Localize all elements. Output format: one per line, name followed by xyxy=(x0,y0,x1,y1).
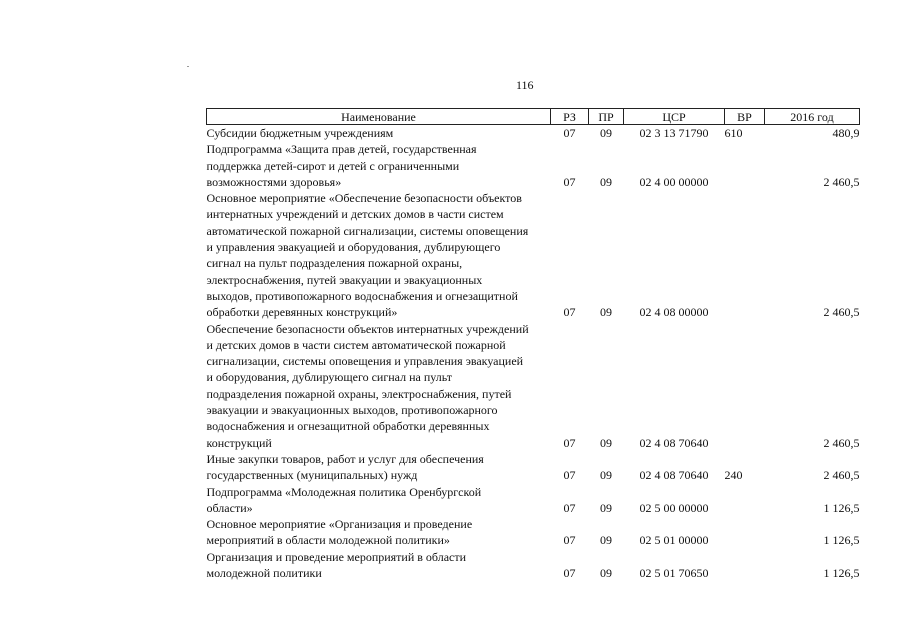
name-line: Обеспечение безопасности объектов интернатных учреждений xyxy=(206,321,529,336)
header-pr: ПР xyxy=(589,109,624,125)
cell-amount: 1 126,5 xyxy=(823,500,860,515)
cell-name xyxy=(207,484,551,517)
table-body xyxy=(207,125,860,582)
name-line: Подпрограмма «Молодежная политика Оренбургской xyxy=(206,484,482,499)
cell-pr: 09 xyxy=(600,500,612,515)
name-line: государственных (муниципальных) нужд xyxy=(206,468,418,483)
cell-csr: 02 4 00 00000 xyxy=(639,174,709,189)
budget-table xyxy=(206,108,860,581)
cell-amount: 480,9 xyxy=(832,126,860,140)
cell-name xyxy=(207,125,551,142)
cell-vr xyxy=(725,141,765,190)
cell-vr xyxy=(725,484,765,517)
name-line: интернатных учреждений и детских домов в части систем xyxy=(206,207,504,222)
cell-csr: 02 3 13 71790 xyxy=(639,126,709,140)
cell-rz: 07 xyxy=(563,533,576,548)
name-line: автоматической пожарной сигнализации, системы оповещения xyxy=(206,223,529,238)
cell-rz: 07 xyxy=(563,126,576,140)
name-line: Основное мероприятие «Обеспечение безопасности объектов xyxy=(206,191,522,206)
cell-vr xyxy=(725,190,765,320)
cell-amount: 2 460,5 xyxy=(823,435,860,450)
name-line: и управления эвакуацией и оборудования, дублирующего xyxy=(206,240,501,255)
table-row xyxy=(207,516,860,549)
name-line: и детских домов в части систем автоматической пожарной xyxy=(206,337,506,352)
name-line: выходов, противопожарного водоснабжения и огнезащитной xyxy=(206,288,518,303)
table-row xyxy=(207,125,860,142)
cell-amount: 1 126,5 xyxy=(823,533,860,548)
cell-name xyxy=(207,321,551,451)
name-line: Организация и проведение мероприятий в области xyxy=(206,549,467,564)
header-name: Наименование xyxy=(207,109,551,125)
cell-csr: 02 5 00 00000 xyxy=(639,500,709,515)
cell-csr: 02 4 08 00000 xyxy=(639,305,709,320)
cell-pr: 09 xyxy=(600,126,612,140)
cell-csr: 02 4 08 70640 xyxy=(639,435,709,450)
cell-name xyxy=(207,451,551,484)
name-line: области» xyxy=(206,500,253,515)
name-line: возможностями здоровья» xyxy=(206,174,342,189)
name-line: и оборудования, дублирующего сигнал на пульт xyxy=(206,370,452,385)
cell-pr: 09 xyxy=(600,305,612,320)
cell-pr: 09 xyxy=(600,533,612,548)
cell-pr: 09 xyxy=(600,468,612,483)
cell-amount: 2 460,5 xyxy=(823,305,860,320)
name-line: Субсидии бюджетным учреждениям xyxy=(206,126,394,140)
header-rz: РЗ xyxy=(551,109,589,125)
table-header-row xyxy=(207,109,860,125)
header-vr: ВР xyxy=(725,109,765,125)
scan-speck xyxy=(187,66,189,67)
cell-pr: 09 xyxy=(600,174,612,189)
name-line: Иные закупки товаров, работ и услуг для обеспечения xyxy=(206,451,484,466)
table-row xyxy=(207,549,860,582)
cell-amount: 2 460,5 xyxy=(823,468,860,483)
name-line: обработки деревянных конструкций» xyxy=(206,305,398,320)
name-line: эвакуации и эвакуационных выходов, противопожарного xyxy=(206,403,498,418)
cell-amount: 1 126,5 xyxy=(823,566,860,581)
table-row xyxy=(207,190,860,320)
cell-name xyxy=(207,190,551,320)
cell-csr: 02 4 08 70640 xyxy=(639,468,709,483)
cell-name xyxy=(207,516,551,549)
cell-rz: 07 xyxy=(563,305,576,320)
cell-rz: 07 xyxy=(563,435,576,450)
name-line: молодежной политики xyxy=(206,566,322,581)
cell-csr: 02 5 01 00000 xyxy=(639,533,709,548)
page-number: 116 xyxy=(516,78,534,92)
cell-vr: 240 xyxy=(724,468,743,483)
cell-csr: 02 5 01 70650 xyxy=(639,566,709,581)
cell-pr: 09 xyxy=(600,435,612,450)
name-line: электроснабжения, путей эвакуации и эвакуационных xyxy=(206,272,483,287)
name-line: конструкций xyxy=(206,435,272,450)
name-line: сигнализации, системы оповещения и управления эвакуацией xyxy=(206,354,524,369)
name-line: Основное мероприятие «Организация и проведение xyxy=(206,517,473,532)
table-row xyxy=(207,451,860,484)
name-line: Подпрограмма «Защита прав детей, государственная xyxy=(206,142,477,157)
header-amount: 2016 год xyxy=(765,109,860,125)
cell-vr xyxy=(725,549,765,582)
cell-pr: 09 xyxy=(600,566,612,581)
name-line: подразделения пожарной охраны, электроснабжения, путей xyxy=(206,386,512,401)
cell-rz: 07 xyxy=(563,174,576,189)
cell-vr: 610 xyxy=(724,126,743,140)
header-csr: ЦСР xyxy=(624,109,725,125)
cell-vr xyxy=(725,516,765,549)
cell-rz: 07 xyxy=(563,468,576,483)
cell-rz: 07 xyxy=(563,566,576,581)
table-row xyxy=(207,484,860,517)
table-row xyxy=(207,321,860,451)
cell-name xyxy=(207,141,551,190)
name-line: мероприятий в области молодежной политики» xyxy=(206,533,450,548)
cell-rz: 07 xyxy=(563,500,576,515)
name-line: поддержка детей-сирот и детей с ограниченными xyxy=(206,158,460,173)
table-row xyxy=(207,141,860,190)
cell-vr xyxy=(725,321,765,451)
cell-amount: 2 460,5 xyxy=(823,174,860,189)
name-line: водоснабжения и огнезащитной обработки деревянных xyxy=(206,419,490,434)
cell-name xyxy=(207,549,551,582)
name-line: сигнал на пульт подразделения пожарной охраны, xyxy=(206,256,463,271)
